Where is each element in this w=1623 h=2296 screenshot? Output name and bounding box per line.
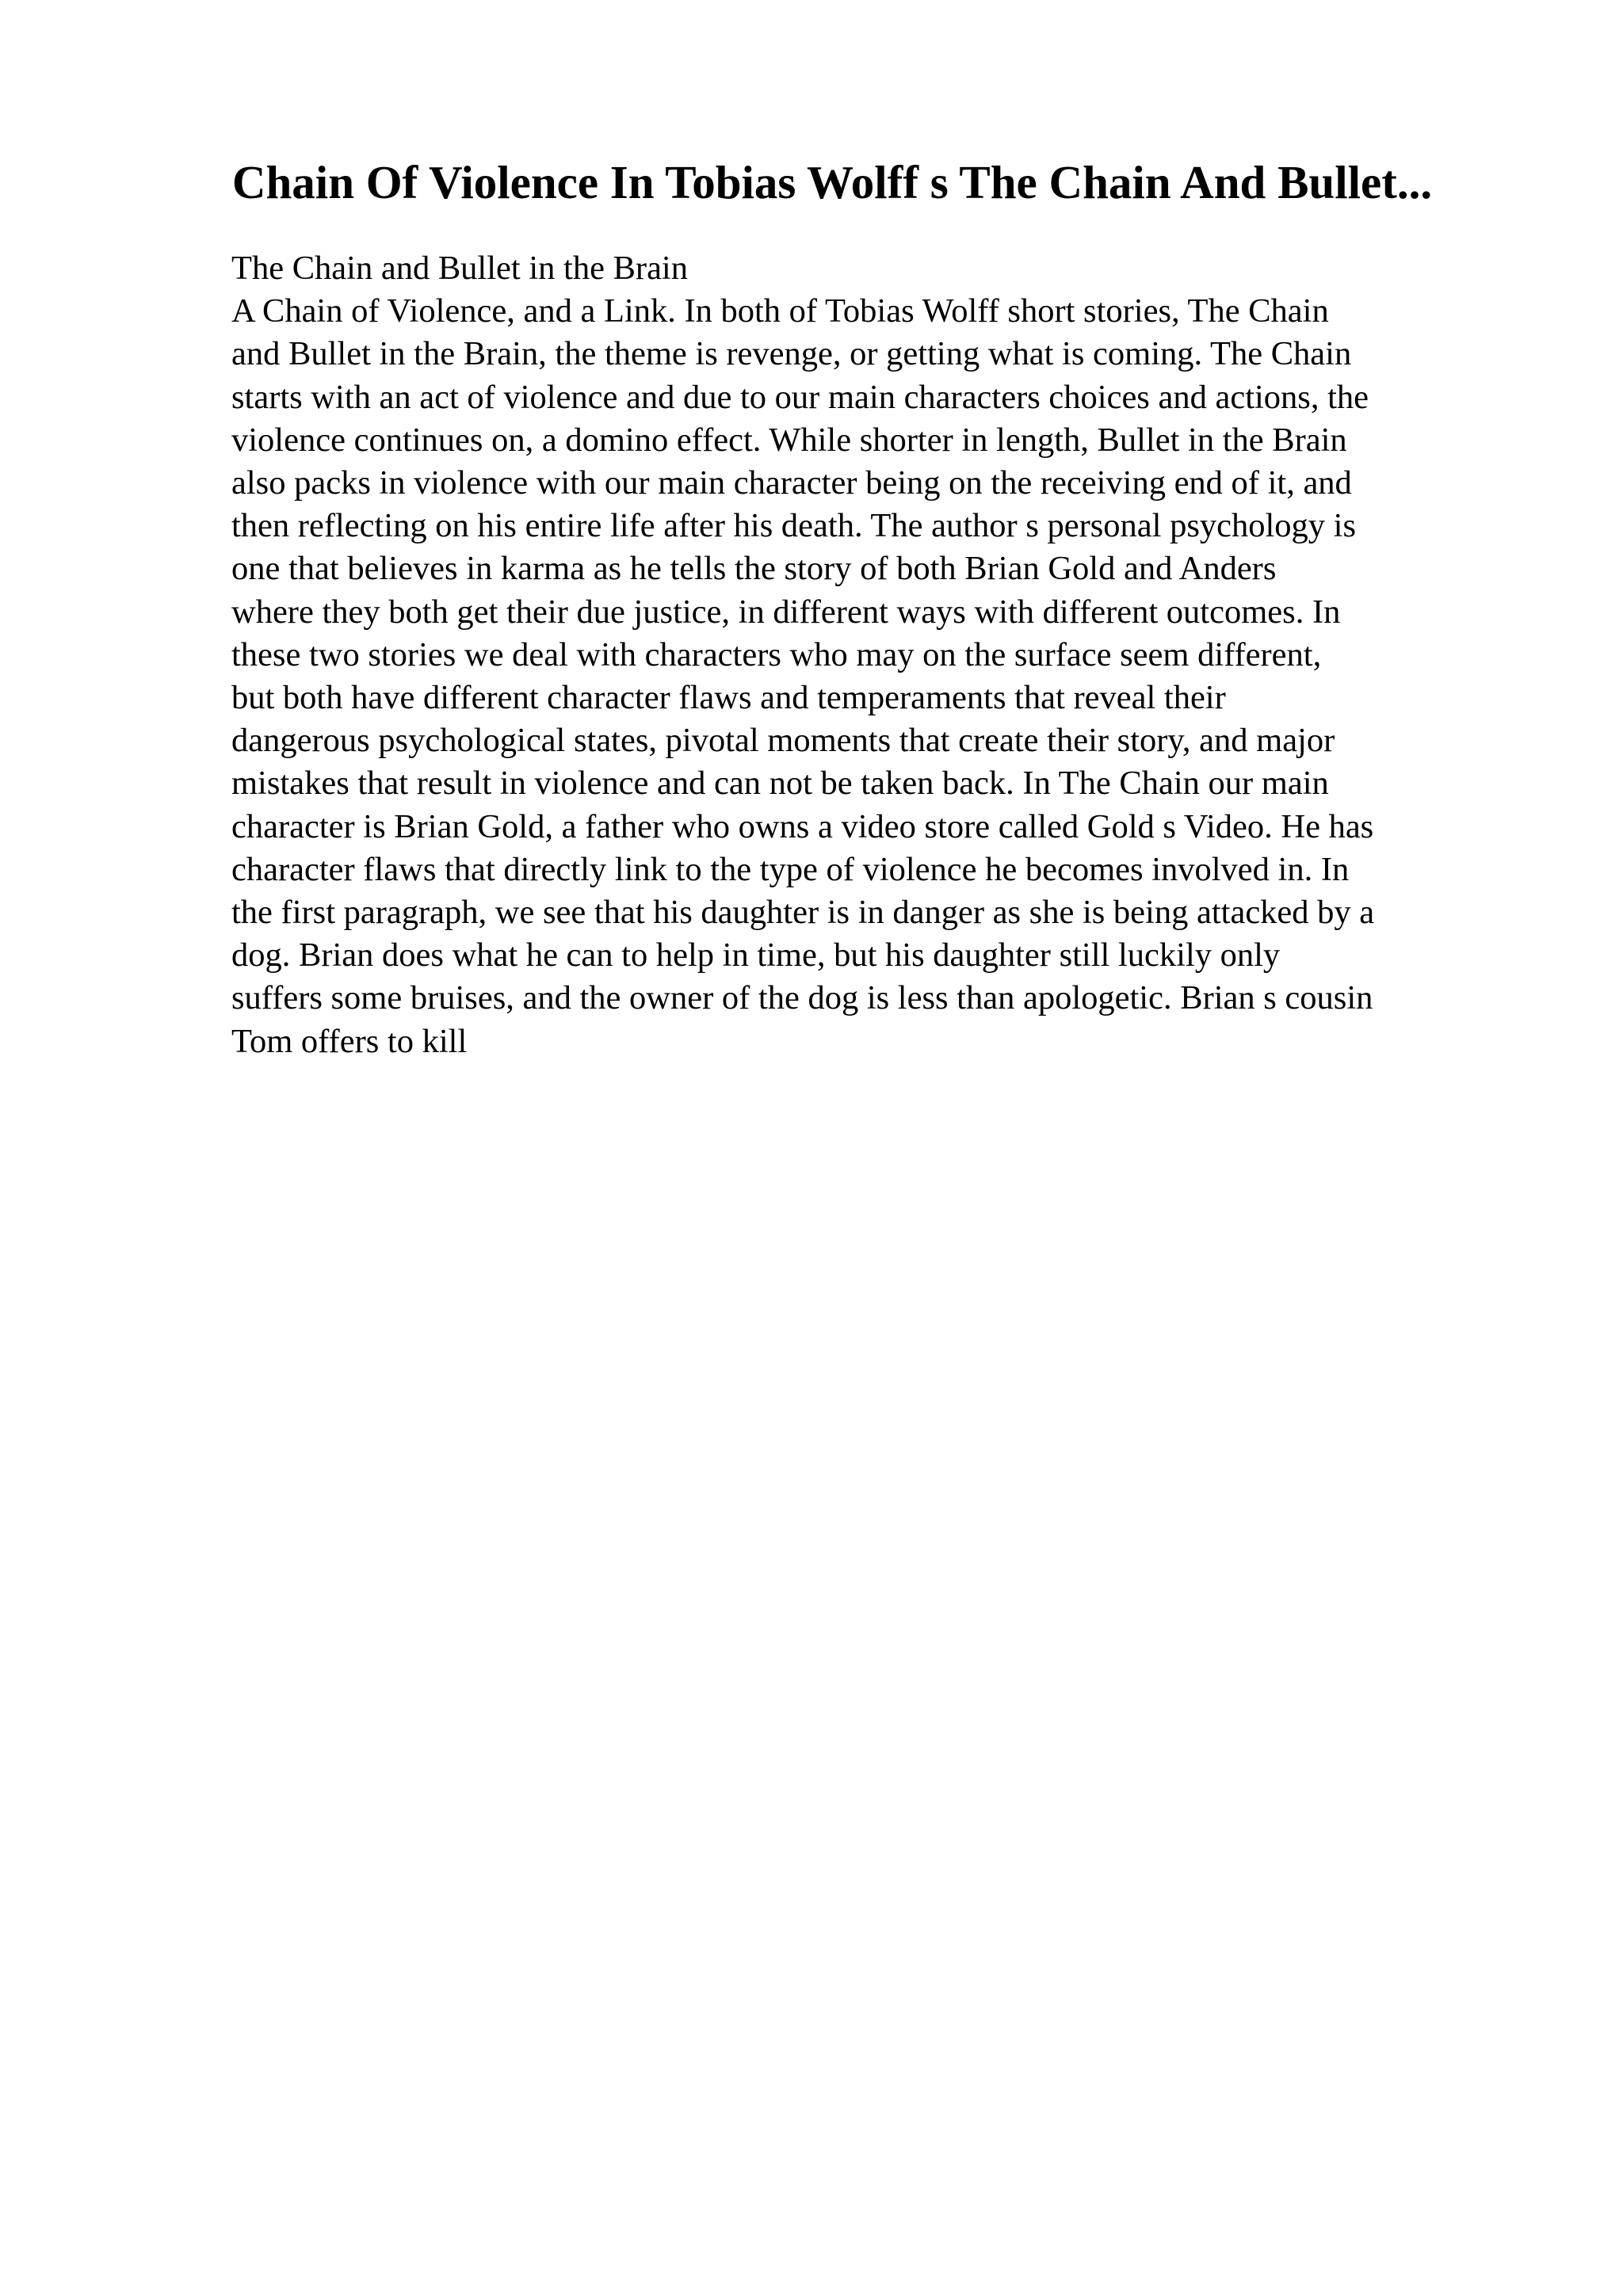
- body-line: also packs in violence with our main character being on the receiving end of it, and: [231, 464, 1352, 502]
- body-line: character is Brian Gold, a father who owns a video store called Gold s Video. He has: [231, 807, 1374, 845]
- body-line: these two stories we deal with characters who may on the surface seem different,: [231, 635, 1322, 673]
- body-line: where they both get their due justice, in different ways with different outcomes. In: [231, 593, 1341, 631]
- body-line: violence continues on, a domino effect. While shorter in length, Bullet in the Brain: [231, 421, 1347, 459]
- body-line: dangerous psychological states, pivotal moments that create their story, and major: [231, 722, 1335, 760]
- body-line: and Bullet in the Brain, the theme is revenge, or getting what is coming. The Chain: [231, 335, 1352, 373]
- document-body: [231, 247, 1507, 1063]
- document-title: Chain Of Violence In Tobias Wolff s The Chain And Bullet...: [231, 156, 1433, 208]
- body-line: starts with an act of violence and due to our main characters choices and actions, the: [231, 378, 1369, 416]
- body-line: The Chain and Bullet in the Brain: [231, 250, 688, 287]
- body-line: character flaws that directly link to the type of violence he becomes involved in. In: [231, 850, 1350, 888]
- body-line: but both have different character flaws and temperaments that reveal their: [231, 679, 1226, 717]
- body-line: dog. Brian does what he can to help in time, but his daughter still luckily only: [231, 936, 1281, 974]
- body-line: the first paragraph, we see that his daughter is in danger as she is being attacked by a: [231, 894, 1375, 932]
- body-line: Tom offers to kill: [231, 1022, 468, 1060]
- body-line: one that believes in karma as he tells the story of both Brian Gold and Anders: [231, 550, 1277, 588]
- body-line: mistakes that result in violence and can not be taken back. In The Chain our main: [231, 765, 1329, 803]
- body-line: suffers some bruises, and the owner of the dog is less than apologetic. Brian s cousin: [231, 979, 1373, 1017]
- body-line: then reflecting on his entire life after his death. The author s personal psychology is: [231, 507, 1357, 545]
- body-line: A Chain of Violence, and a Link. In both of Tobias Wolff short stories, The Chain: [231, 292, 1329, 330]
